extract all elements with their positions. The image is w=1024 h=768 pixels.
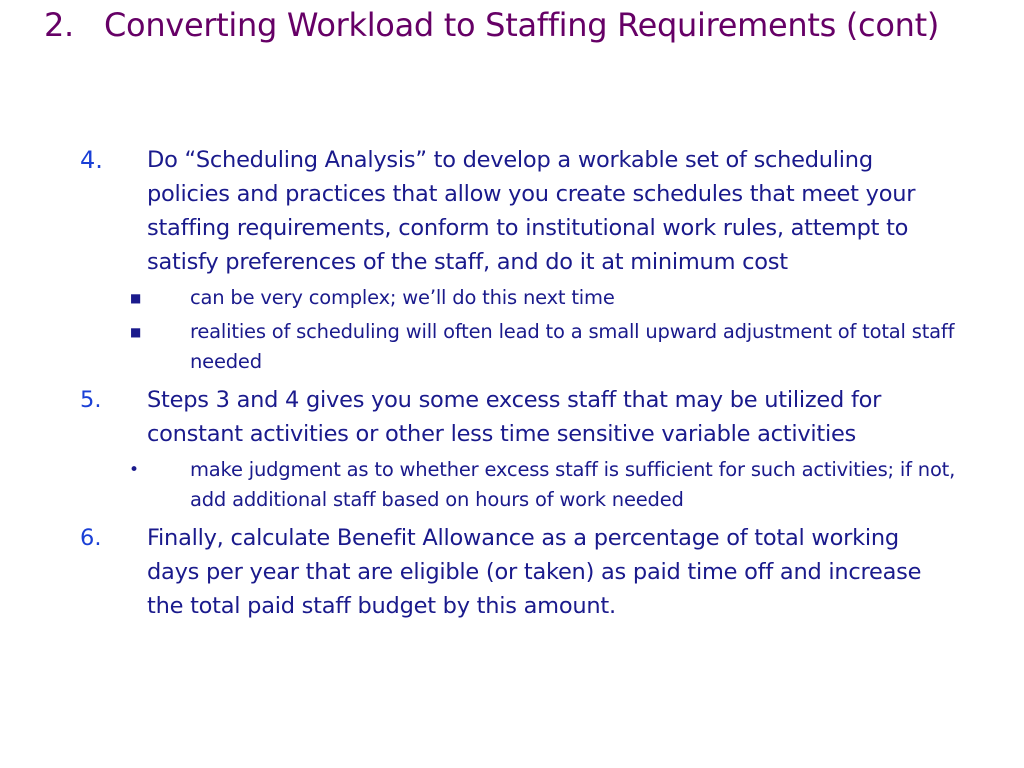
list-item-5 bbox=[0, 383, 1024, 515]
sub-bullet bbox=[0, 317, 1024, 377]
title-text: Converting Workload to Staffing Requirements (cont) bbox=[104, 6, 940, 44]
slide-body bbox=[0, 143, 1024, 623]
square-bullet-icon: ■ bbox=[130, 325, 142, 339]
sub-bullet-text: can be very complex; we’ll do this next time bbox=[190, 286, 615, 309]
item-number: 5. bbox=[80, 387, 102, 413]
item-text: Do “Scheduling Analysis” to develop a workable set of scheduling policies and practices that allow you create schedules that meet your staffing requirements, conform to institutional work rules, attempt to satisfy preferences of the staff, and do it at minimum cost bbox=[147, 147, 916, 275]
sub-bullet-text: realities of scheduling will often lead to a small upward adjustment of total staff needed bbox=[190, 320, 955, 373]
list-item-6 bbox=[0, 521, 1024, 623]
sub-bullet-text: make judgment as to whether excess staff is sufficient for such activities; if not, add additional staff based on hours of work needed bbox=[190, 458, 956, 511]
square-bullet-icon: ■ bbox=[130, 291, 142, 305]
title-number: 2. bbox=[44, 6, 74, 44]
item-number: 6. bbox=[80, 525, 102, 551]
item-number: 4. bbox=[80, 146, 103, 174]
item-text: Finally, calculate Benefit Allowance as a percentage of total working days per year that are eligible (or taken) as paid time off and increase the total paid staff budget by this amount. bbox=[147, 525, 922, 619]
sub-bullet bbox=[0, 455, 1024, 515]
slide-title bbox=[44, 4, 1004, 46]
sub-bullet bbox=[0, 283, 1024, 313]
list-item-4 bbox=[0, 143, 1024, 377]
item-text: Steps 3 and 4 gives you some excess staff that may be utilized for constant activities or other less time sensitive variable activities bbox=[147, 387, 882, 447]
round-bullet-icon: • bbox=[129, 460, 140, 480]
